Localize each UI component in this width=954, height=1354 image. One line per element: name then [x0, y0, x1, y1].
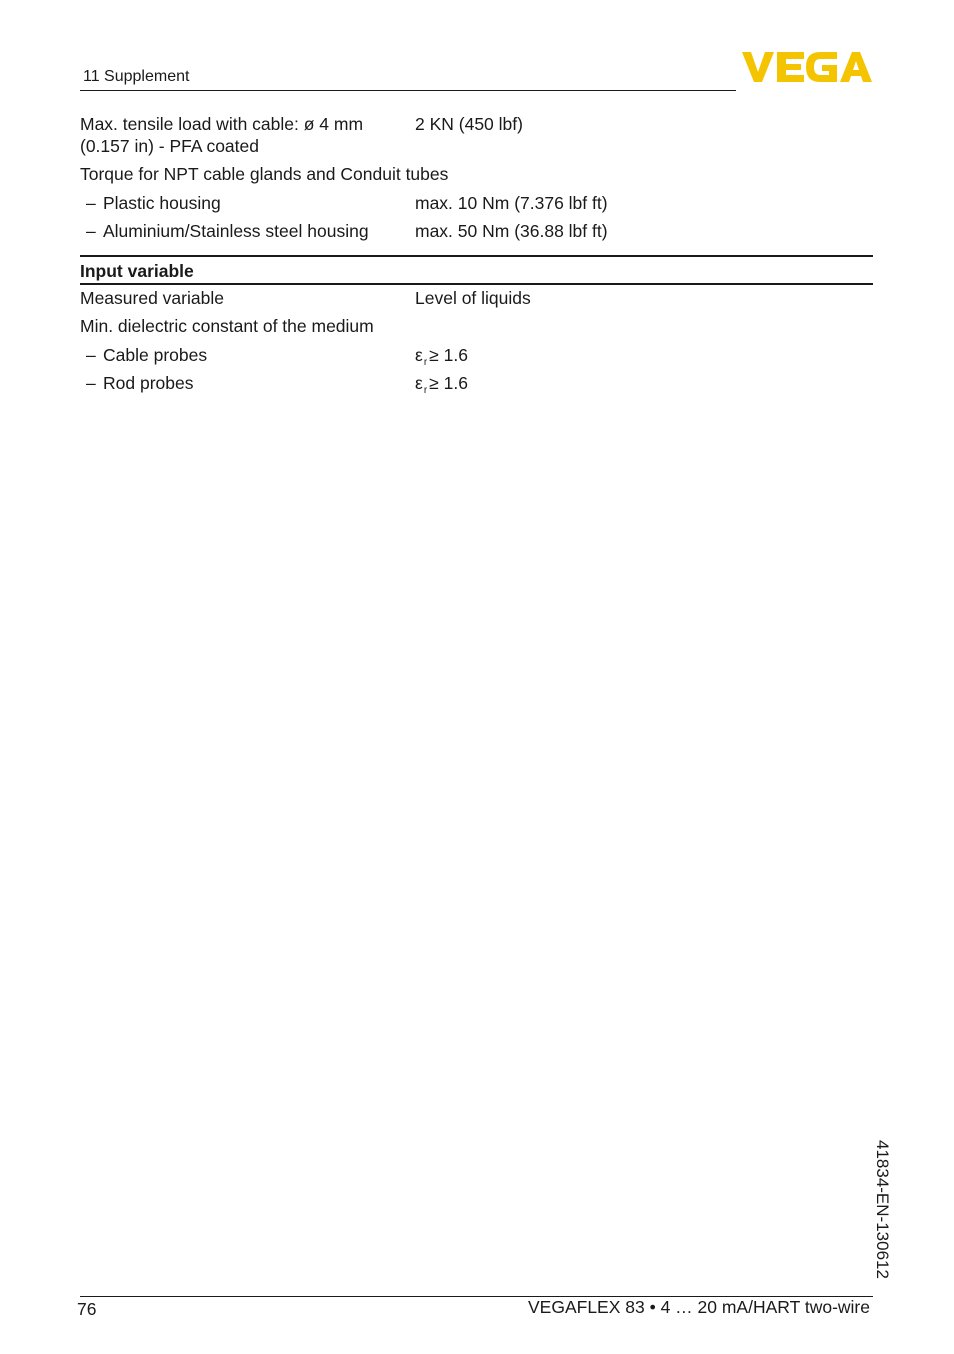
value-aluminium-housing: max. 50 Nm (36.88 lbf ft)	[415, 221, 608, 241]
vega-logo	[742, 50, 872, 84]
value-cable-probes	[415, 344, 468, 370]
list-dash: –	[86, 221, 96, 241]
list-dash: –	[86, 193, 96, 213]
subscript-r: r	[423, 385, 428, 396]
footer-product-title: VEGAFLEX 83 • 4 … 20 mA/HART two-wire	[528, 1297, 870, 1317]
value-measured-variable: Level of liquids	[415, 288, 531, 308]
section-rule-bottom	[80, 283, 873, 285]
section-rule-top	[80, 255, 873, 257]
label-torque-npt: Torque for NPT cable glands and Conduit tubes	[80, 164, 449, 184]
label-aluminium-housing: Aluminium/Stainless steel housing	[103, 221, 369, 241]
subscript-r: r	[423, 357, 428, 368]
value-rod-probes	[415, 372, 468, 398]
value-text: ≥ 1.6	[429, 345, 468, 365]
label-measured-variable: Measured variable	[80, 288, 224, 308]
row-cable-probes	[86, 344, 207, 366]
value-tensile-load: 2 KN (450 lbf)	[415, 114, 523, 134]
epsilon-symbol: ε	[415, 373, 423, 393]
list-dash: –	[86, 345, 96, 365]
document-id: 41834-EN-130612	[873, 1140, 892, 1279]
section-title-input-variable: Input variable	[80, 261, 194, 281]
label-min-dielectric: Min. dielectric constant of the medium	[80, 316, 374, 336]
row-plastic-housing	[86, 192, 221, 214]
label-plastic-housing: Plastic housing	[103, 193, 221, 213]
label-tensile-load-line1: Max. tensile load with cable: ø 4 mm	[80, 114, 364, 134]
label-tensile-load-line2: (0.157 in) - PFA coated	[80, 136, 259, 156]
list-dash: –	[86, 373, 96, 393]
page-number: 76	[77, 1299, 97, 1319]
label-cable-probes: Cable probes	[103, 345, 208, 365]
value-text: ≥ 1.6	[429, 373, 468, 393]
header-rule	[80, 90, 736, 91]
label-rod-probes: Rod probes	[103, 373, 194, 393]
value-plastic-housing: max. 10 Nm (7.376 lbf ft)	[415, 193, 608, 213]
epsilon-symbol: ε	[415, 345, 423, 365]
section-header: 11 Supplement	[83, 68, 190, 85]
row-rod-probes	[86, 372, 193, 394]
row-aluminium-housing	[86, 220, 369, 242]
